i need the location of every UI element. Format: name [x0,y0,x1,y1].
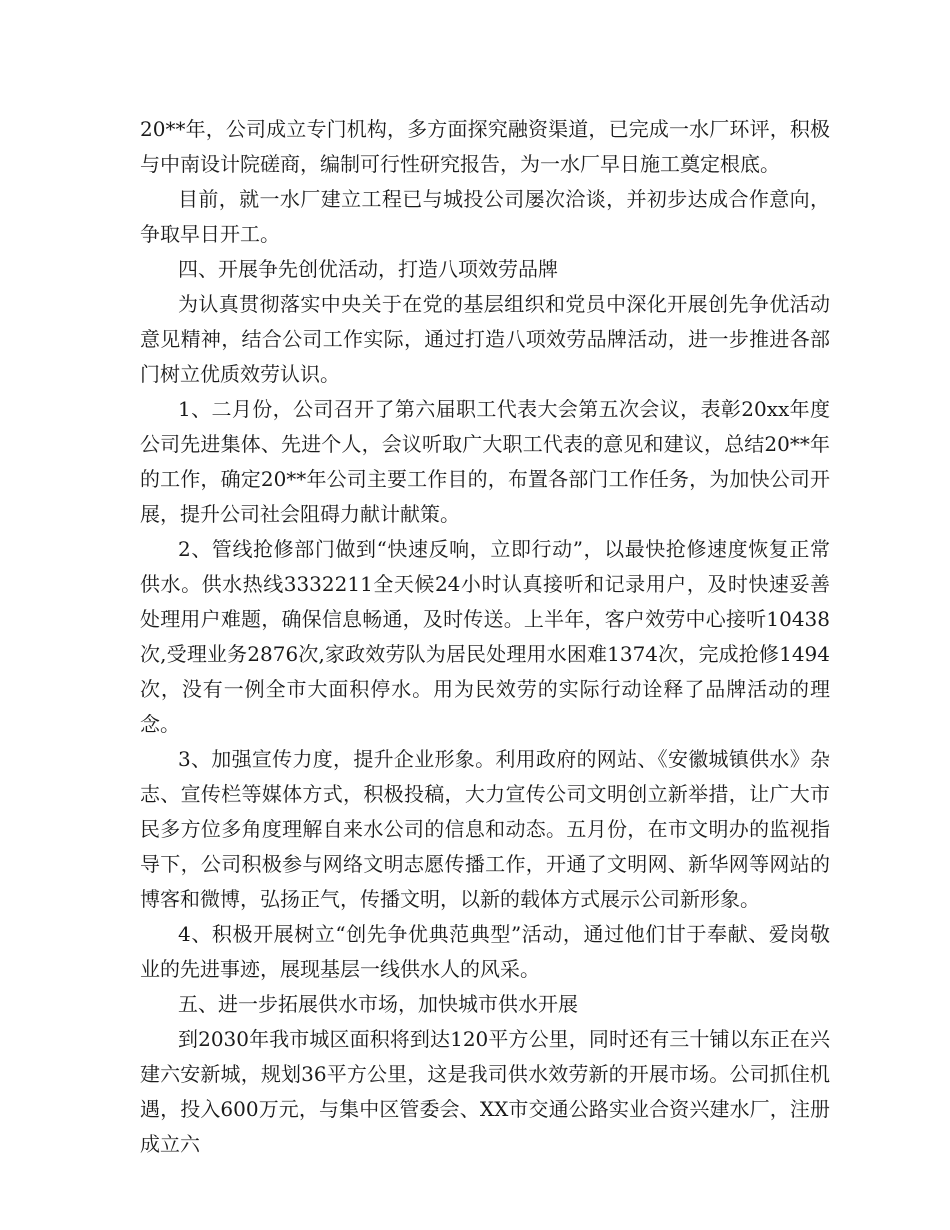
section-heading-five: 五、进一步拓展供水市场，加快城市供水开展 [178,992,578,1016]
paragraph-financing: 20**年，公司成立专门机构，多方面探究融资渠道，已完成一水厂环评，积极与中南设计院磋商，编制可行性研究报告，为一水厂早日施工奠定根底。 [140,117,830,176]
paragraph-market: 到2030年我市城区面积将到达120平方公里，同时还有三十铺以东正在兴建六安新城，规划36平方公里，这是我司供水效劳新的开展市场。公司抓住机遇，投入600万元，与集中区管委会、XX市交通公路实业合资兴建水厂，注册成立六 [140,1027,830,1156]
document-body [140,112,830,1162]
paragraph-service-brand: 为认真贯彻落实中央关于在党的基层组织和党员中深化开展创先争优活动意见精神，结合公司工作实际，通过打造八项效劳品牌活动，进一步推进各部门树立优质效劳认识。 [140,292,830,386]
section-heading-four: 四、开展争先创优活动，打造八项效劳品牌 [178,257,558,281]
paragraph-cooperation: 目前，就一水厂建立工程已与城投公司屡次洽谈，并初步达成合作意向，争取早日开工。 [140,187,830,246]
paragraph-item-4: 4、积极开展树立“创先争优典范典型”活动，通过他们甘于奉献、爱岗敬业的先进事迹，展现基层一线供水人的风采。 [140,922,830,981]
paragraph-item-2: 2、管线抢修部门做到“快速反响，立即行动”，以最快抢修速度恢复正常供水。供水热线3332211全天候24小时认真接听和记录用户，及时快速妥善处理用户难题，确保信息畅通，及时传送。上半年，客户效劳中心接听10438次,受理业务2876次,家政效劳队为居民处理用水困难1374次，完成抢修1494次，没有一例全市大面积停水。用为民效劳的实际行动诠释了品牌活动的理念。 [140,537,830,736]
paragraph-item-1: 1、二月份，公司召开了第六届职工代表大会第五次会议，表彰20xx年度公司先进集体、先进个人，会议听取广大职工代表的意见和建议，总结20**年的工作，确定20**年公司主要工作目的，布置各部门工作任务，为加快公司开展，提升公司社会阻碍力献计献策。 [140,397,830,526]
paragraph-item-3: 3、加强宣传力度，提升企业形象。利用政府的网站、《安徽城镇供水》杂志、宣传栏等媒体方式，积极投稿，大力宣传公司文明创立新举措，让广大市民多方位多角度理解自来水公司的信息和动态。五月份，在市文明办的监视指导下，公司积极参与网络文明志愿传播工作，开通了文明网、新华网等网站的博客和微博，弘扬正气，传播文明，以新的载体方式展示公司新形象。 [140,747,830,911]
